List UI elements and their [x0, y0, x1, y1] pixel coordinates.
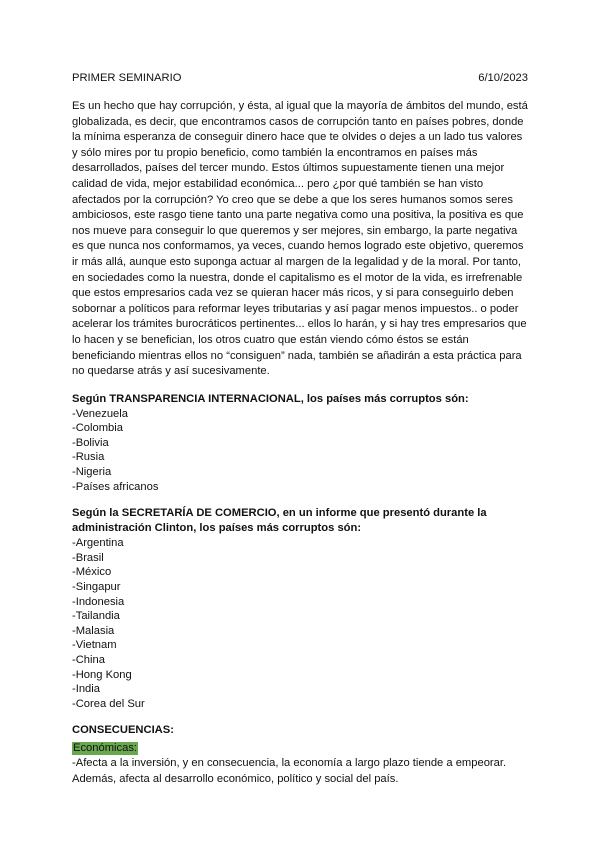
list-item: -Tailandia: [72, 610, 120, 623]
intro-paragraph: Es un hecho que hay corrupción, y ésta, al igual que la mayoría de ámbitos del mundo, está globalizada, es decir, que encontramos casos de corrupción tanto en países pobres, donde la mínima esperanza de conseguir dinero hace que te olvides o dejes a un lado tus valores y sólo mires por tu propio beneficio, como también la encontramos en países más desarrollados, países del tercer mundo. Estos últimos supuestamente tienen una mejor calidad de vida, mejor estabilidad económica... pero ¿por qué también se han visto afectados por la corrupción? Yo creo que se debe a que los seres humanos somos seres ambiciosos, este rasgo tiene tanto una parte negativa como una positiva, la positiva es que nos mueve para conseguir lo que queremos y ser mejores, sin embargo, la parte negativa es que nunca nos conformamos, ya veces, cuando hemos logrado este objetivo, queremos ir más allá, aunque esto suponga actuar al margen de la legalidad y de la moral. Por tanto, en sociedades como la nuestra, donde el capitalismo es el motor de la vida, es irrefrenable que estos empresarios cada vez se quieran hacer más ricos, y si para conseguirlo deben sobornar a políticos para reformar leyes tributarias y así pagar menos impuestos.. o poder acelerar los trámites burocráticos pertinentes... ellos lo harán, y si hay tres empresarios que lo hacen y se benefician, los otros cuatro que están viendo cómo éstos se están beneficiando mientras ellos no “consiguen” nada, también se añadirán a esta práctica para no quedarse atrás y así sucesivamente.: [72, 100, 528, 378]
document-title: PRIMER SEMINARIO: [72, 72, 182, 84]
document-header: [72, 71, 528, 85]
list-item: -Colombia: [72, 422, 123, 435]
sc-country-list: [72, 536, 528, 711]
list-item: -Venezuela: [72, 407, 128, 420]
economic-text: -Afecta a la inversión, y en consecuencia, la economía a largo plazo tiende a empeorar. Además, afecta al desarrollo económico, político y social del país.: [72, 757, 507, 785]
economic-subheading: Económicas:: [73, 742, 138, 755]
list-item: -Argentina: [72, 537, 124, 550]
list-item: -Países africanos: [72, 480, 159, 493]
list-item: -Vietnam: [72, 639, 117, 652]
list-item: -Brasil: [72, 551, 104, 564]
list-item: -India: [72, 683, 100, 696]
list-item: -Bolivia: [72, 436, 109, 449]
list-item: -China: [72, 654, 105, 666]
list-item: -Malasia: [72, 624, 115, 637]
consequences-heading: CONSECUENCIAS:: [72, 724, 174, 737]
sc-section: [72, 506, 528, 711]
document-date: 6/10/2023: [478, 72, 528, 84]
consequences-section: [72, 723, 528, 786]
list-item: -Corea del Sur: [72, 697, 145, 710]
list-item: -Hong Kong: [72, 668, 132, 681]
list-item: -Rusia: [72, 451, 105, 464]
list-item: -Nigeria: [72, 466, 112, 479]
ti-country-list: [72, 407, 528, 495]
list-item: -Indonesia: [72, 595, 125, 608]
document-page: [72, 71, 528, 787]
ti-heading: Según TRANSPARENCIA INTERNACIONAL, los países más corruptos són:: [72, 392, 469, 405]
sc-heading: Según la SECRETARÍA DE COMERCIO, en un informe que presentó durante la administración Clinton, los países más corruptos són:: [72, 507, 487, 535]
list-item: -México: [72, 566, 112, 579]
ti-section: [72, 392, 528, 495]
list-item: -Singapur: [72, 581, 121, 594]
